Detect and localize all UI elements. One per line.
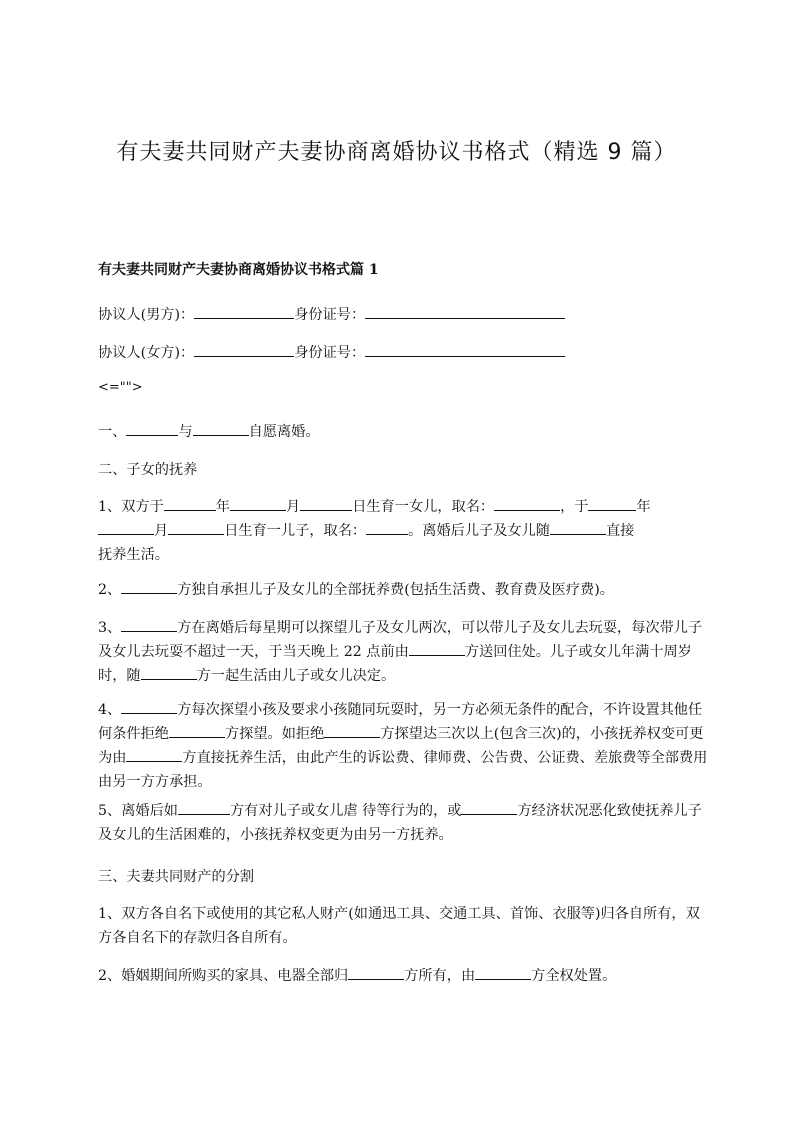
item-3-text-2: 方在离婚后每星期可以探望儿子及女儿两次，可以带儿子及女儿去玩耍，每次带儿子及女儿去玩耍不超过一天，于当天晚上 22 点前由	[98, 620, 703, 660]
party-female-id-label: 身份证号：	[294, 345, 366, 361]
item-1-blank-8	[366, 520, 408, 535]
item-3-text-3: 方送回住处。儿子或女儿年满十周岁时，随	[98, 644, 692, 684]
item-1-blank-1	[164, 496, 216, 511]
heading-two: 二、子女的抚养	[98, 462, 198, 478]
party-female-id-blank	[365, 342, 565, 357]
clause-one-middle: 与	[178, 424, 193, 440]
item-1-text-8: 日生育一儿子，取名：	[224, 523, 367, 539]
party-male-id-blank	[365, 304, 565, 319]
item-1-blank-5	[588, 496, 636, 511]
item-3-blank-1	[121, 617, 177, 632]
property-1: 1、双方各自名下或使用的其它私人财产(如通迅工具、交通工具、首饰、衣服等)归各自所有，双方各自名下的存款归各自所有。	[98, 906, 700, 946]
item-1-blank-7	[168, 520, 224, 535]
item-5-text-2: 方有对儿子或女儿虐 待等行为的，或	[229, 803, 462, 819]
item-2-blank-1	[121, 579, 177, 594]
item-1-text-1: 1、双方于	[98, 499, 164, 515]
item-5-text-1: 5、离婚后如	[98, 803, 178, 819]
item-1-text-4: 日生育一女儿，取名：	[352, 499, 495, 515]
property-2-blank-1	[348, 965, 404, 980]
item-1-blank-2	[230, 496, 286, 511]
item-4-blank-1	[121, 699, 177, 714]
item-1	[98, 495, 710, 567]
item-5-blank-1	[178, 800, 230, 815]
property-2-text-2: 方所有，由	[404, 968, 476, 984]
item-3-text-4: 方一起生活由儿子或女儿决定。	[196, 668, 396, 684]
property-2	[98, 964, 710, 988]
item-1-blank-9	[550, 520, 606, 535]
party-male-label: 协议人(男方)：	[98, 307, 195, 323]
item-1-text-11: 抚养生活。	[98, 547, 169, 563]
item-1-text-6: 年	[636, 499, 651, 515]
item-2-text-2: 方独自承担儿子及女儿的全部抚养费(包括生活费、教育费及医疗费)。	[177, 582, 614, 598]
item-3-blank-2	[409, 641, 465, 656]
section-heading: 有夫妻共同财产夫妻协商离婚协议书格式篇 1	[98, 262, 379, 278]
item-4-text-5: 方直接抚养生活，由此产生的诉讼费、律师费、公告费、公证费、差旅费等全部费用由另一方方承担。	[98, 750, 708, 790]
item-1-text-7: 月	[154, 523, 169, 539]
item-4-text-1: 4、	[98, 702, 122, 718]
item-3-blank-3	[141, 665, 197, 680]
item-4-blank-4	[126, 747, 182, 762]
item-5-blank-2	[461, 800, 517, 815]
item-2-text-1: 2、	[98, 582, 122, 598]
clause-one-blank-1	[126, 421, 178, 436]
clause-one-blank-2	[193, 421, 249, 436]
party-female-line	[98, 341, 710, 365]
item-2	[98, 578, 710, 602]
item-1-blank-6	[98, 520, 154, 535]
item-1-text-2: 年	[215, 499, 230, 515]
party-male-id-label: 身份证号：	[294, 307, 366, 323]
party-female-label: 协议人(女方)：	[98, 345, 195, 361]
item-4	[98, 698, 710, 794]
item-1-blank-4	[494, 496, 560, 511]
item-4-text-3: 方探望。如拒绝	[224, 726, 325, 742]
party-male-line	[98, 303, 710, 327]
item-4-blank-3	[324, 723, 380, 738]
clause-one-suffix: 自愿离婚。	[248, 424, 320, 440]
item-1-blank-3	[300, 496, 352, 511]
item-3-text-1: 3、	[98, 620, 122, 636]
item-1-text-9: 。离婚后儿子及女儿随	[408, 523, 550, 539]
item-1-text-3: 月	[285, 499, 301, 515]
party-female-name-blank	[194, 342, 294, 357]
property-2-text-3: 方全权处置。	[531, 968, 617, 984]
clause-one	[98, 420, 710, 444]
document-title: 有夫妻共同财产夫妻协商离婚协议书格式（精选 9 篇）	[116, 140, 677, 165]
item-1-text-10: 直接	[605, 523, 635, 539]
property-2-blank-2	[475, 965, 531, 980]
item-4-blank-2	[169, 723, 225, 738]
item-4-text-2: 方每次探望小孩及要求小孩随同玩耍时，另一方必须无条件的配合，不许设置其他任何条件拒绝	[98, 702, 703, 742]
item-4-text-4: 方探望达三次以上(包含三次)的，小孩抚养权变可更为由	[98, 726, 704, 766]
item-3	[98, 616, 710, 688]
item-1-text-5: ，于	[560, 499, 589, 515]
clause-one-prefix: 一、	[98, 424, 127, 440]
party-male-name-blank	[194, 304, 294, 319]
code-fragment: <="">	[98, 380, 143, 395]
property-2-text-1: 2、婚姻期间所购买的家具、电器全部归	[98, 968, 349, 984]
item-5-text-3: 方经济状况恶化致使抚养儿子及女儿的生活困难的，小孩抚养权变更为由另一方抚养。	[98, 803, 702, 843]
item-5	[98, 799, 710, 847]
heading-three: 三、夫妻共同财产的分割	[98, 869, 255, 885]
